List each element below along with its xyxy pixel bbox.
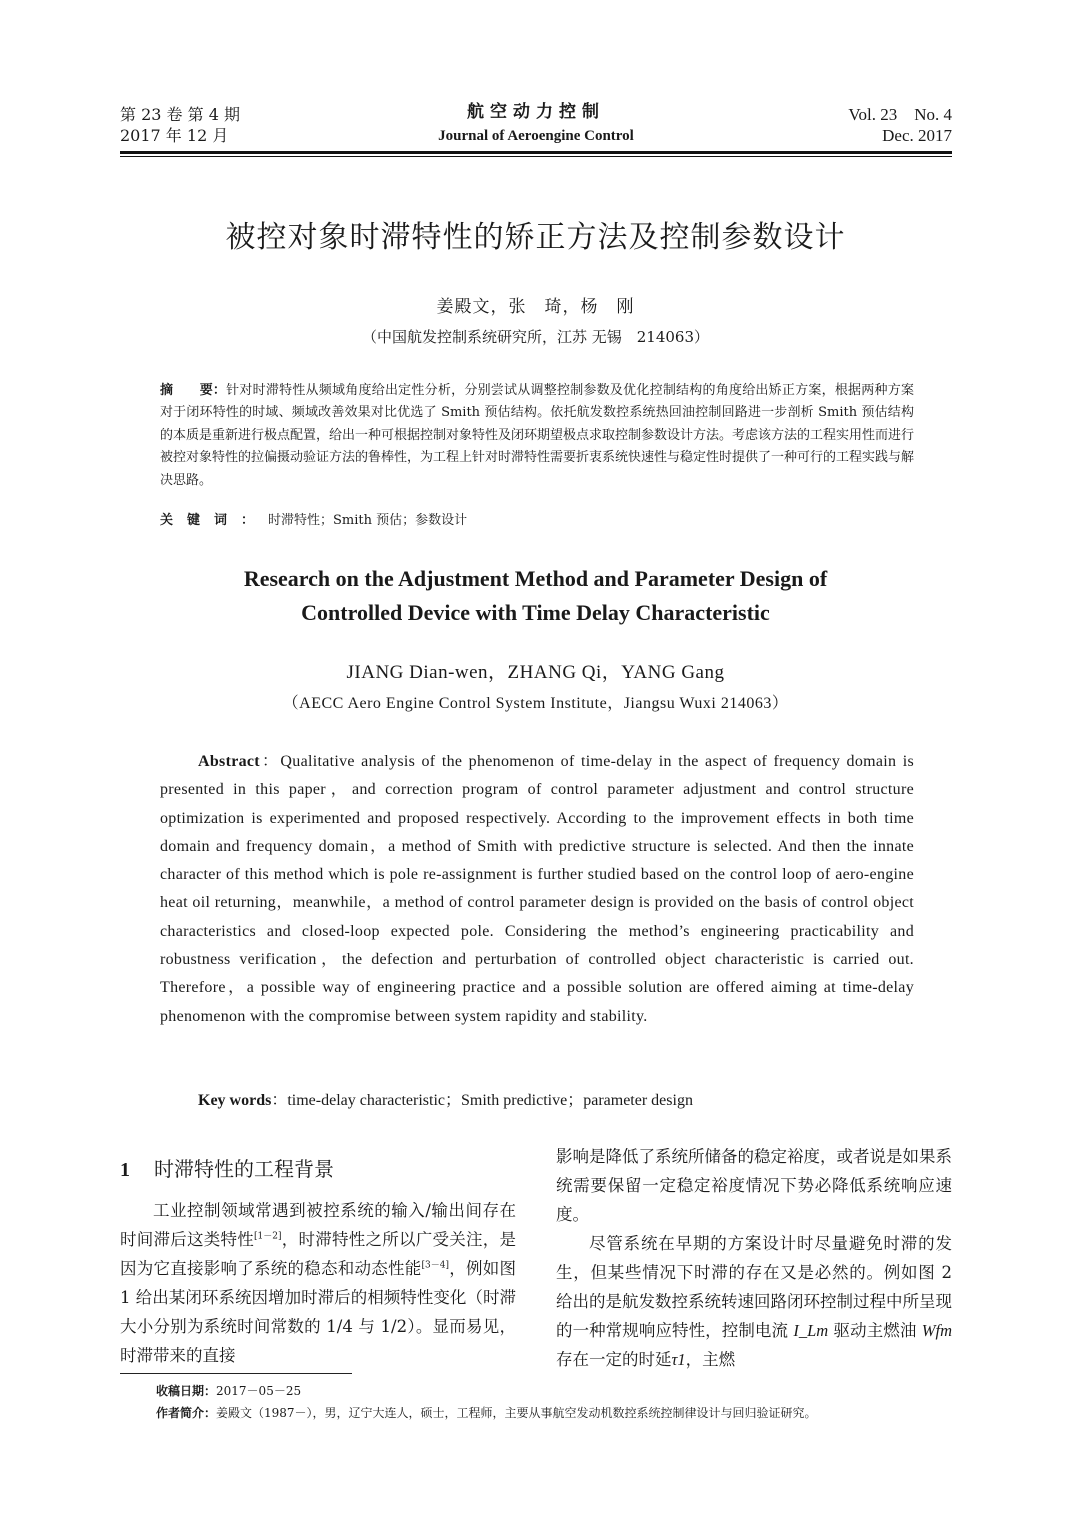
keywords-en-text: ：time-delay characteristic；Smith predictive；parameter design [271,1092,693,1109]
keywords-cn-text: 时滞特性；Smith 预估；参数设计 [268,513,468,528]
paper-title-en-line1: Research on the Adjustment Method and Parameter Design of [243,566,828,591]
journal-name-cn: 航空动力控制 [467,102,605,122]
footnote-rule [120,1373,352,1374]
abstract-cn-label: 摘 要： [160,383,227,398]
section-1-number: 1 [120,1159,130,1181]
author-bio-label: 作者简介： [156,1406,217,1420]
body-text: 尽管系统在早期的方案设计时尽量避免时滞的发生，但某些情况下时滞的存在又是必然的。例如图 2 给出的是航发数控系统转速回路闭环控制过程中所呈现的一种常规响应特性，控制电流 [556,1234,952,1340]
abstract-en-label: Abstract [198,753,260,770]
affiliation-cn: （中国航发控制系统研究所，江苏 无锡 214063） [361,328,710,346]
abstract-cn [160,380,914,492]
body-right-column [556,1142,952,1374]
header-center [120,100,952,146]
received-date-value: 2017－05－25 [216,1384,302,1398]
paper-title-cn: 被控对象时滞特性的矫正方法及控制参数设计 [225,220,846,255]
body-paragraph: 影响是降低了系统所储备的稳定裕度，或者说是如果系统需要保留一定稳定裕度情况下势必降低系统响应速度。 [556,1147,952,1224]
abstract-cn-text: 针对时滞特性从频域角度给出定性分析，分别尝试从调整控制参数及优化控制结构的角度给出矫正方案，根据两种方案对于闭环特性的时域、频域改善效果对比优选了 Smith 预估结构。依托航发数控系统热回油控制回路进一步剖析 Smith 预估结构的本质是重新进行极点配置，给出一种可根据控制对象特性及闭环期望极点求取控制参数设计方法。考虑该方法的工程实用性而进行被控对象特性的拉偏摄动验证方法的鲁棒性，为工程上针对时滞特性需要折衷系统快速性与稳定性时提供了一种可行的工程实践与解决思路。 [160,383,915,488]
math-symbol: I_Lm [793,1321,829,1340]
section-1-heading [120,1152,516,1187]
received-date [156,1380,956,1402]
citation-ref: [3－4] [421,1260,449,1271]
author-bio [156,1402,956,1424]
date-en: Dec. 2017 [882,126,952,145]
section-1-title: 时滞特性的工程背景 [154,1157,334,1181]
body-text: ，例如图 1 给出某闭环系统因增加时滞后的相频特性变化（时滞大小分别为系统时间常数的 1/4 与 1/2）。显而易见，时滞带来的直接 [120,1259,517,1365]
math-symbol: τ1 [671,1350,686,1369]
header-rule-thick [120,151,952,154]
journal-name-en: Journal of Aeroengine Control [438,128,634,144]
date-cn: 2017 年 12 月 [120,126,229,145]
abstract-en-text: ：Qualitative analysis of the phenomenon of time-delay in the aspect of frequency domain is presented in this paper，and correction program of control parameter adjustment and control structure optimization is experimented and proposed respectively. According to the improvement effects in both time domain and frequency domain，a method of Smith with predictive structure is selected. And then the innate character of this method which is pole re-assignment is further studied based on the control loop of aero-engine heat oil returning，meanwhile，a method of control parameter design is provided on the basis of control object characteristics and closed-loop expected pole. Considering the method’s engineering practicability and robustness verification，the defection and perturbation of controlled object characteristic is carried out. Therefore，a possible way of engineering practice and a possible solution are offered aiming at time-delay phenomenon with the compromise between system rapidity and stability. [160,753,914,1025]
author-bio-text: 姜殿文（1987－），男，辽宁大连人，硕士，工程师，主要从事航空发动机数控系统控制律设计与回归验证研究。 [216,1406,817,1420]
body-text: 存在一定的时延 [556,1350,672,1369]
keywords-en [198,1087,914,1115]
authors-en: JIANG Dian-wen，ZHANG Qi，YANG Gang [346,662,725,683]
keywords-cn [160,510,914,532]
paper-title-en-line2: Controlled Device with Time Delay Characteristic [301,600,770,625]
body-text: 驱动主燃油 [828,1321,922,1340]
body-paragraph [120,1196,516,1370]
paper-title-en [0,562,1071,630]
affiliation-en: （AECC Aero Engine Control System Institute，Jiangsu Wuxi 214063） [282,695,789,712]
keywords-en-label: Key words [198,1092,272,1109]
footnotes [156,1380,956,1424]
header-right [848,104,952,146]
math-symbol: Wfm [921,1321,952,1340]
body-left-column [120,1196,516,1370]
body-paragraph [556,1229,952,1374]
volume-issue-en: Vol. 23 No. 4 [848,105,952,124]
authors-cn: 姜殿文，张 琦，杨 刚 [436,297,635,317]
body-text: ，时滞特性之所以广受关注，是因为它直接影响了系统的稳态和动态性能 [120,1230,517,1278]
body-text: ，主燃 [685,1350,736,1369]
abstract-en [160,748,914,1031]
header-rule-thin [120,156,952,157]
keywords-cn-label: 关键词： [160,513,269,528]
body-text: 工业控制领域常遇到被控系统的输入/输出间存在时间滞后这类特性 [120,1201,516,1249]
citation-ref: [1－2] [254,1231,282,1242]
received-date-label: 收稿日期： [156,1384,217,1398]
volume-issue-cn: 第 23 卷 第 4 期 [120,105,240,124]
running-header [120,100,952,146]
